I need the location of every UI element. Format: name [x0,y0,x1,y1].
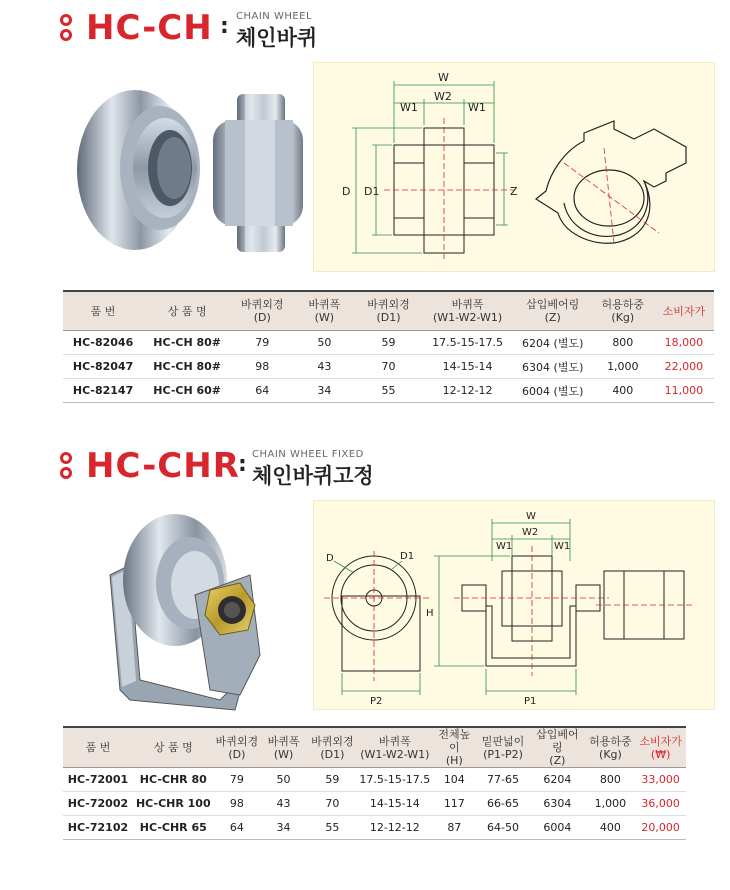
cell-w1w2w1: 17.5-15-17.5 [422,331,514,355]
hc-ch-spec-table [63,290,714,403]
cell-p1p2: 77-65 [477,768,529,792]
cell-w1w2w1: 14-15-14 [422,355,514,379]
product-model-title: HC-CH [86,8,213,48]
cell-d: 79 [231,331,293,355]
cell-price: 22,000 [654,355,714,379]
cell-price: 18,000 [654,331,714,355]
col-header-product-name: 상 품 명 [143,291,231,331]
cell-part-no: HC-72001 [63,768,133,792]
cell-bearing: 6204 (별도) [514,331,592,355]
cell-w1w2w1: 17.5-15-17.5 [358,768,432,792]
cell-bearing: 6304 (별도) [514,355,592,379]
col-header-bearing-z: 삽입베어링 (Z) [529,727,585,768]
cell-d: 79 [214,768,261,792]
table-header-row [63,291,714,331]
cell-price: 36,000 [635,792,686,816]
dim-label-w1-left: W1 [400,101,418,114]
dim-label-p2: P2 [370,696,383,707]
cell-w1w2w1: 14-15-14 [358,792,432,816]
cell-p1p2: 66-65 [477,792,529,816]
hc-chr-drawing-svg [314,501,714,709]
dim-label-d: D [326,553,334,564]
col-header-outer-dia-d: 바퀴외경 (D) [231,291,293,331]
cell-product-name: HC-CHR 100 [133,792,214,816]
cell-w1w2w1: 12-12-12 [422,379,514,403]
cell-load: 1,000 [592,355,654,379]
col-header-height-h: 전체높이 (H) [432,727,477,768]
col-header-width-w1w2w1: 바퀴폭 (W1-W2-W1) [358,727,432,768]
dim-label-w2: W2 [522,527,539,538]
cell-d1: 59 [355,331,421,355]
col-header-width-w1w2w1: 바퀴폭 (W1-W2-W1) [422,291,514,331]
col-header-width-w: 바퀴폭 (W) [293,291,355,331]
cell-bearing: 6204 [529,768,585,792]
cell-load: 400 [592,379,654,403]
section2-header [60,446,460,486]
cell-d: 64 [214,816,261,840]
cell-w1w2w1: 12-12-12 [358,816,432,840]
col-header-part-no: 품 번 [63,291,143,331]
cell-product-name: HC-CH 60# [143,379,231,403]
cell-w: 50 [293,331,355,355]
cell-d1: 70 [307,792,358,816]
cell-bearing: 6004 [529,816,585,840]
col-header-price: 소비자가 [654,291,714,331]
cell-part-no: HC-72002 [63,792,133,816]
title-colon: : [238,452,247,477]
cell-part-no: HC-82046 [63,331,143,355]
col-header-product-name: 상 품 명 [133,727,214,768]
dim-label-w1-right: W1 [468,101,486,114]
col-header-bearing-z: 삽입베어링 (Z) [514,291,592,331]
table-row [63,792,686,816]
product-model-title: HC-CHR [86,446,240,486]
cell-d1: 55 [307,816,358,840]
cell-h: 117 [432,792,477,816]
col-header-outer-dia-d: 바퀴외경 (D) [214,727,261,768]
dim-label-h: H [426,608,434,619]
cell-product-name: HC-CH 80# [143,331,231,355]
dim-label-w: W [438,71,449,84]
cell-w: 43 [293,355,355,379]
cell-load: 400 [586,816,636,840]
dim-label-w2: W2 [434,90,452,103]
cell-w: 43 [260,792,307,816]
hc-chr-dimension-drawing [313,500,715,710]
col-header-outer-dia-d1: 바퀴외경 (D1) [355,291,421,331]
cell-d: 98 [214,792,261,816]
dim-label-w1-left: W1 [496,541,513,552]
dim-label-z: Z [510,185,518,198]
cell-product-name: HC-CHR 80 [133,768,214,792]
bullet-rings-icon [60,452,76,482]
cell-p1p2: 64-50 [477,816,529,840]
col-header-part-no: 품 번 [63,727,133,768]
table-row [63,355,714,379]
cell-price: 20,000 [635,816,686,840]
dim-label-w1-right: W1 [554,541,571,552]
cell-load: 800 [592,331,654,355]
product-subtitle-en: CHAIN WHEEL [236,11,313,22]
dim-label-d: D [342,185,351,198]
cell-bearing: 6304 [529,792,585,816]
cell-price: 11,000 [654,379,714,403]
col-header-outer-dia-d1: 바퀴외경 (D1) [307,727,358,768]
col-header-width-w: 바퀴폭 (W) [260,727,307,768]
product-subtitle-en: CHAIN WHEEL FIXED [252,449,364,460]
chain-wheel-photo [65,80,305,265]
section1-header [60,8,460,48]
product-subtitle-ko: 체인바퀴 [236,26,318,50]
cell-d1: 59 [307,768,358,792]
table-row [63,768,686,792]
dim-label-p1: P1 [524,696,537,707]
col-header-load-kg: 허용하중 (Kg) [592,291,654,331]
cell-d1: 55 [355,379,421,403]
dim-label-d1: D1 [364,185,380,198]
title-colon: : [220,14,229,39]
cell-d1: 70 [355,355,421,379]
cell-h: 104 [432,768,477,792]
col-header-price: 소비자가 (₩) [635,727,686,768]
cell-part-no: HC-82147 [63,379,143,403]
cell-part-no: HC-72102 [63,816,133,840]
dim-label-w: W [526,511,536,522]
hc-ch-drawing-svg [314,63,714,271]
cell-load: 1,000 [586,792,636,816]
cell-w: 34 [260,816,307,840]
cell-w: 34 [293,379,355,403]
cell-d: 64 [231,379,293,403]
table-row [63,379,714,403]
cell-part-no: HC-82047 [63,355,143,379]
cell-load: 800 [586,768,636,792]
col-header-load-kg: 허용하중 (Kg) [586,727,636,768]
cell-d: 98 [231,355,293,379]
bullet-rings-icon [60,14,76,44]
cell-price: 33,000 [635,768,686,792]
col-header-base-p1p2: 밑판넓이 (P1-P2) [477,727,529,768]
chain-wheel-fixed-photo [100,505,280,715]
cell-w: 50 [260,768,307,792]
table-row [63,816,686,840]
cell-bearing: 6004 (별도) [514,379,592,403]
cell-product-name: HC-CHR 65 [133,816,214,840]
hc-chr-spec-table [63,726,686,840]
table-row [63,331,714,355]
cell-product-name: HC-CH 80# [143,355,231,379]
table-header-row [63,727,686,768]
product-subtitle-ko: 체인바퀴고정 [252,464,374,488]
hc-ch-dimension-drawing [313,62,715,272]
cell-h: 87 [432,816,477,840]
dim-label-d1: D1 [400,551,415,562]
